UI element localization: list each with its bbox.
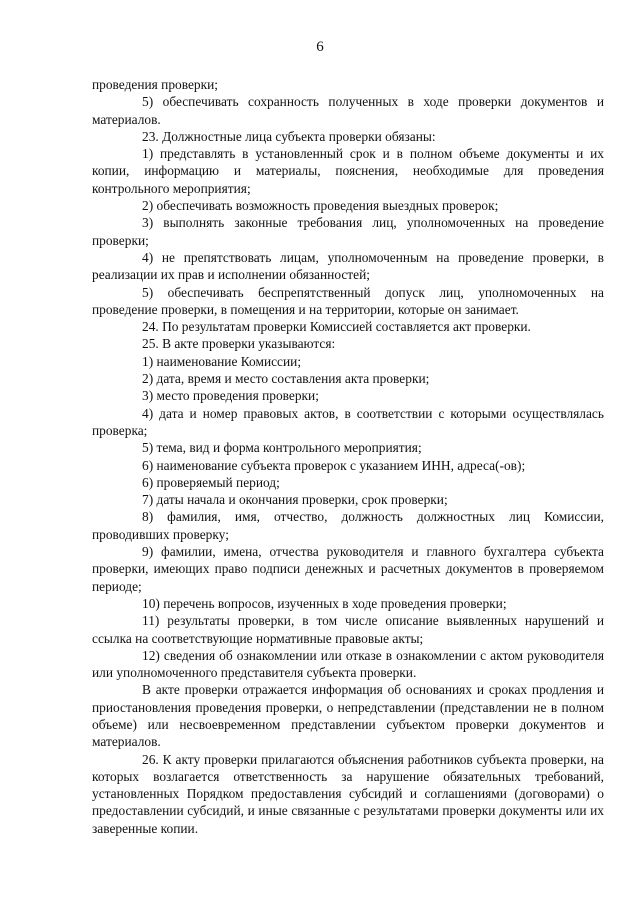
paragraph: 1) представлять в установленный срок и в полном объеме документы и их копии, информацию и материалы, пояснения, необходимые для проведения контрольного мероприятия; [92,146,604,196]
paragraph: 9) фамилии, имена, отчества руководителя и главного бухгалтера субъекта проверки, имеющих право подписи денежных и расчетных документов в проверяемом периоде; [92,544,604,594]
paragraph: 25. В акте проверки указываются: [142,336,336,352]
paragraph: 6) наименование субъекта проверок с указанием ИНН, адреса(-ов); [142,457,526,473]
paragraph: 23. Должностные лица субъекта проверки обязаны: [142,128,436,144]
paragraph: 8) фамилия, имя, отчество, должность должностных лиц Комиссии, проводивших проверку; [92,509,604,542]
paragraph: 10) перечень вопросов, изученных в ходе проведения проверки; [142,595,507,611]
paragraph: 5) обеспечивать беспрепятственный допуск лиц, уполномоченных на проведение проверки, в помещения и на территории, которые он занимает. [92,284,604,317]
paragraph: 5) обеспечивать сохранность полученных в ходе проверки документов и материалов. [92,94,604,127]
paragraph: 24. По результатам проверки Комиссией составляется акт проверки. [142,319,531,335]
paragraph: 3) выполнять законные требования лиц, уполномоченных на проведение проверки; [92,215,604,248]
paragraph: 12) сведения об ознакомлении или отказе в ознакомлении с актом руководителя или уполномоченного представителя субъекта проверки. [92,647,604,681]
paragraph: 4) не препятствовать лицам, уполномоченным на проведение проверки, в реализации их прав и исполнении обязанностей; [92,249,604,283]
paragraph: 4) дата и номер правовых актов, в соответствии с которыми осуществлялась проверка; [92,405,604,438]
paragraph: В акте проверки отражается информация об основаниях и сроках продления и приостановления проведения проверки, о непредставлении (представлении не в полном объеме) или несвоевременном представлении субъектом проверки документов и материалов. [92,682,604,750]
paragraph: 5) тема, вид и форма контрольного мероприятия; [142,440,422,456]
paragraph: 11) результаты проверки, в том числе описание выявленных нарушений и ссылка на соответствующие нормативные правовые акты; [92,613,604,646]
paragraph: 6) проверяемый период; [142,474,280,490]
page-number: 6 [316,39,324,55]
paragraph: 1) наименование Комиссии; [142,353,302,369]
paragraph: 7) даты начала и окончания проверки, срок проверки; [142,492,448,508]
paragraph: 2) обеспечивать возможность проведения выездных проверок; [142,198,499,214]
paragraph: 26. К акту проверки прилагаются объяснения работников субъекта проверки, на которых возлагается ответственность за нарушение обязательных требований, установленных Порядком предоставления субсидий и соглашениями (договорами) о предоставлении субсидий, и иные связанные с результатами проверки документы или их заверенные копии. [92,751,604,836]
paragraph: 2) дата, время и место составления акта проверки; [142,371,430,387]
paragraph: проведения проверки; [92,77,218,92]
document-body [92,76,604,837]
paragraph: 3) место проведения проверки; [142,388,319,404]
